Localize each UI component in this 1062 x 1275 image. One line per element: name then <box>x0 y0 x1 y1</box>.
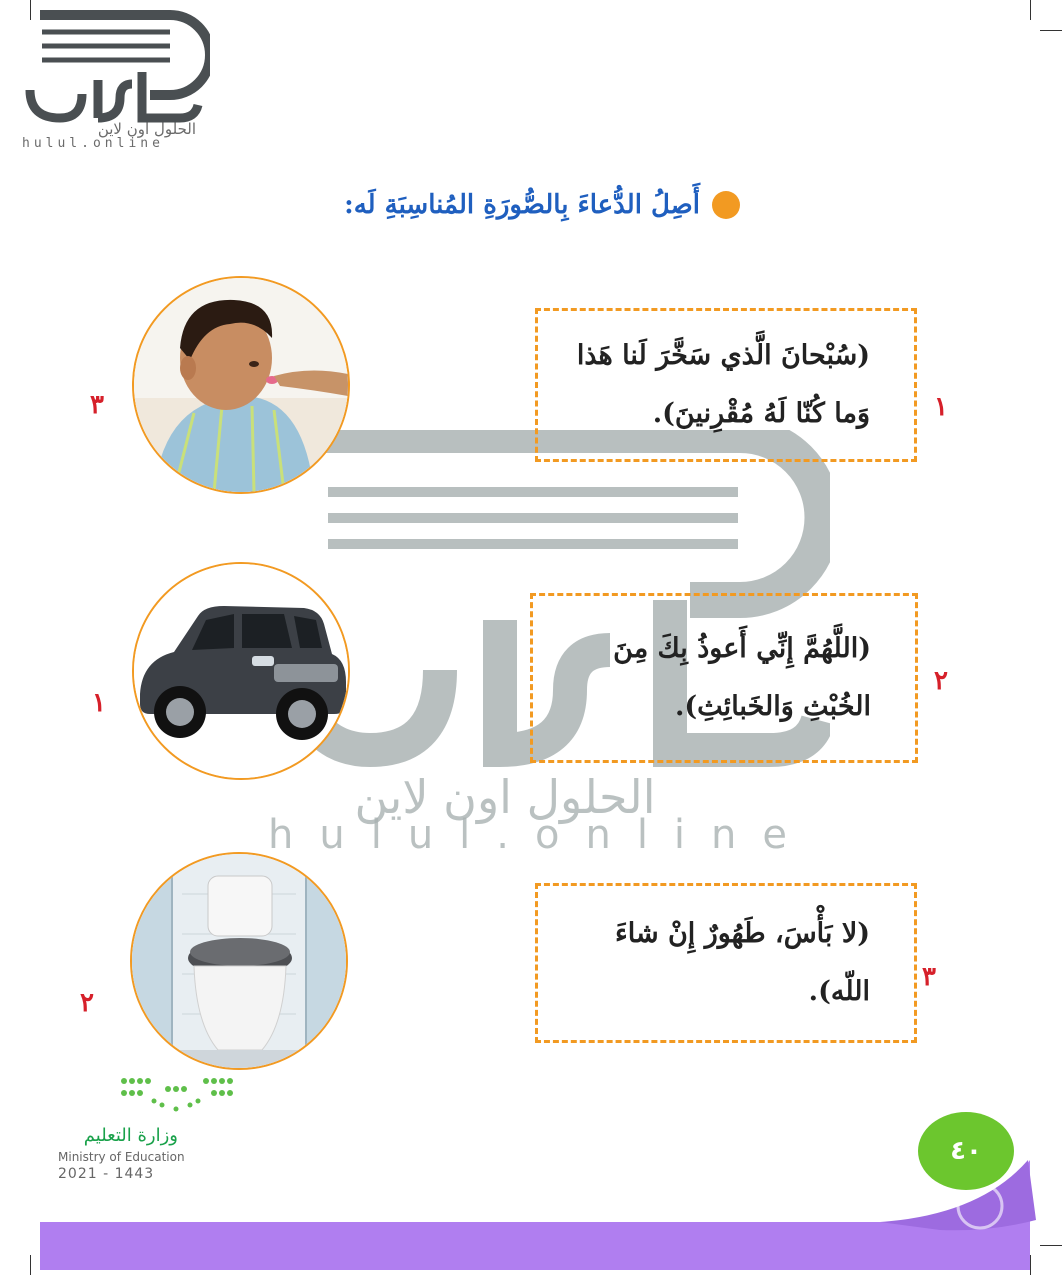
crop-mark <box>1030 0 1031 20</box>
image-answer-number: ٢ <box>80 988 94 1018</box>
crop-mark <box>1040 30 1062 31</box>
hulul-logo-icon <box>20 10 210 130</box>
dua-number: ١ <box>934 392 948 422</box>
dua-box-1 <box>535 308 917 462</box>
page-number-badge <box>918 1112 1014 1190</box>
logo-url-text: hulul.online <box>22 136 164 151</box>
ministry-year: 2021 - 1443 <box>58 1166 155 1182</box>
page-number: ٤٠ <box>950 1136 982 1166</box>
dua-box-2 <box>530 593 918 763</box>
bottom-decorative-band <box>0 1160 1062 1275</box>
watermark-url-text: hulul.online <box>268 812 814 858</box>
image-answer-number: ١ <box>92 688 106 718</box>
ministry-english-name: Ministry of Education <box>58 1150 185 1164</box>
toilet-image <box>130 852 348 1070</box>
bullet-icon <box>712 191 740 219</box>
dua-number: ٣ <box>922 962 936 992</box>
child-medicine-image <box>132 276 350 494</box>
ministry-logo-icon <box>118 1075 238 1119</box>
car-image <box>132 562 350 780</box>
logo-arabic-text: الحلول اون لاين <box>97 120 196 138</box>
watermark-arabic-text: الحلول اون لاين <box>354 770 656 824</box>
dua-text: (سُبْحانَ الَّذي سَخَّرَ لَنا هَذا وَما كُنّا لَهُ مُقْرِنينَ). <box>576 340 870 429</box>
dua-text: (لا بَأْسَ، طَهُورٌ إِنْ شاءَ اللّه). <box>615 918 870 1007</box>
title-text: أَصِلُ الدُّعاءَ بِالصُّورَةِ المُناسِبَةِ لَه: <box>344 190 700 220</box>
dua-text: (اللَّهُمَّ إِنِّي أَعوذُ بِكَ مِنَ الخُبْثِ وَالخَبائِثِ). <box>613 633 871 722</box>
exercise-title <box>320 180 740 230</box>
image-answer-number: ٣ <box>90 390 104 420</box>
ministry-arabic-name: وزارة التعليم <box>83 1125 178 1146</box>
dua-box-3 <box>535 883 917 1043</box>
dua-number: ٢ <box>934 666 948 696</box>
